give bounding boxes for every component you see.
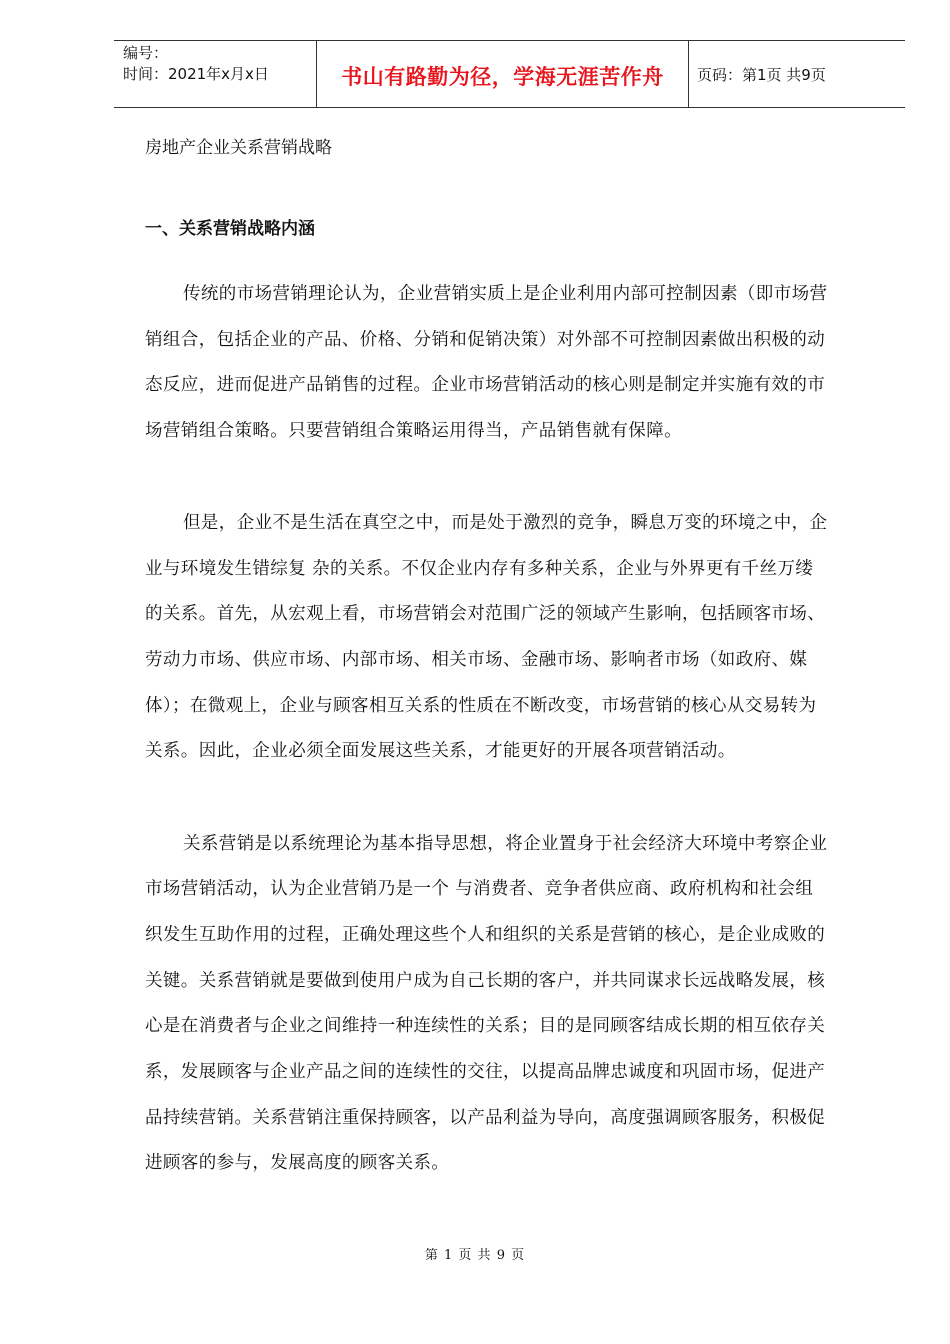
paragraph-line: 心是在消费者与企业之间维持一种连续性的关系；目的是同顾客结成长期的相互依存关 bbox=[145, 1016, 826, 1036]
paragraph-line: 进顾客的参与，发展高度的顾客关系。 bbox=[145, 1153, 450, 1173]
paragraph-line: 的关系。首先，从宏观上看，市场营销会对范围广泛的领域产生影响，包括顾客市场、 bbox=[145, 604, 826, 624]
paragraph-line: 织发生互助作用的过程，正确处理这些个人和组织的关系是营销的核心，是企业成败的 bbox=[145, 925, 826, 945]
paragraph-line: 市场营销活动，认为企业营销乃是一个 与消费者、竞争者供应商、政府机构和社会组 bbox=[145, 879, 814, 899]
paragraph-line: 系，发展顾客与企业产品之间的连续性的交往，以提高品牌忠诚度和巩固市场，促进产 bbox=[145, 1062, 826, 1082]
page-header bbox=[114, 40, 905, 108]
paragraph-line: 体）；在微观上，企业与顾客相互关系的性质在不断改变，市场营销的核心从交易转为 bbox=[145, 696, 817, 716]
paragraph-line: 但是，企业不是生活在真空之中，而是处于激烈的竞争，瞬息万变的环境之中，企 bbox=[183, 513, 828, 533]
paragraph-line: 场营销组合策略。只要营销组合策略运用得当，产品销售就有保障。 bbox=[145, 421, 682, 441]
paragraph-line: 传统的市场营销理论认为，企业营销实质上是企业利用内部可控制因素（即市场营 bbox=[183, 284, 828, 304]
paragraph-line: 态反应，进而促进产品销售的过程。企业市场营销活动的核心则是制定并实施有效的市 bbox=[145, 375, 826, 395]
paragraph-line: 销组合，包括企业的产品、价格、分销和促销决策）对外部不可控制因素做出积极的动 bbox=[145, 330, 826, 350]
document-title: 房地产企业关系营销战略 bbox=[145, 138, 332, 158]
header-motto: 书山有路勤为径，学海无涯苦作舟 bbox=[341, 65, 664, 89]
paragraph-line: 关键。关系营销就是要做到使用户成为自己长期的客户，并共同谋求长远战略发展，核 bbox=[145, 971, 826, 991]
document-time-label: 时间：2021年x月x日 bbox=[123, 65, 269, 83]
paragraph-line: 业与环境发生错综复 杂的关系。不仅企业内存有多种关系，企业与外界更有千丝万缕 bbox=[145, 559, 814, 579]
paragraph-line: 关系营销是以系统理论为基本指导思想，将企业置身于社会经济大环境中考察企业 bbox=[183, 834, 828, 854]
header-page-info: 页码：第1页 共9页 bbox=[697, 66, 826, 84]
document-number-label: 编号： bbox=[123, 44, 169, 62]
paragraph-line: 劳动力市场、供应市场、内部市场、相关市场、金融市场、影响者市场（如政府、媒 bbox=[145, 650, 808, 670]
paragraph-line: 关系。因此，企业必须全面发展这些关系，才能更好的开展各项营销活动。 bbox=[145, 741, 736, 761]
header-page-cell bbox=[689, 41, 905, 107]
header-motto-cell bbox=[316, 41, 689, 107]
page-footer: 第 1 页 共 9 页 bbox=[424, 1248, 526, 1263]
header-meta-cell bbox=[114, 41, 316, 107]
paragraph-line: 品持续营销。关系营销注重保持顾客，以产品利益为导向，高度强调顾客服务，积极促 bbox=[145, 1108, 826, 1128]
section-heading: 一、关系营销战略内涵 bbox=[145, 219, 315, 239]
